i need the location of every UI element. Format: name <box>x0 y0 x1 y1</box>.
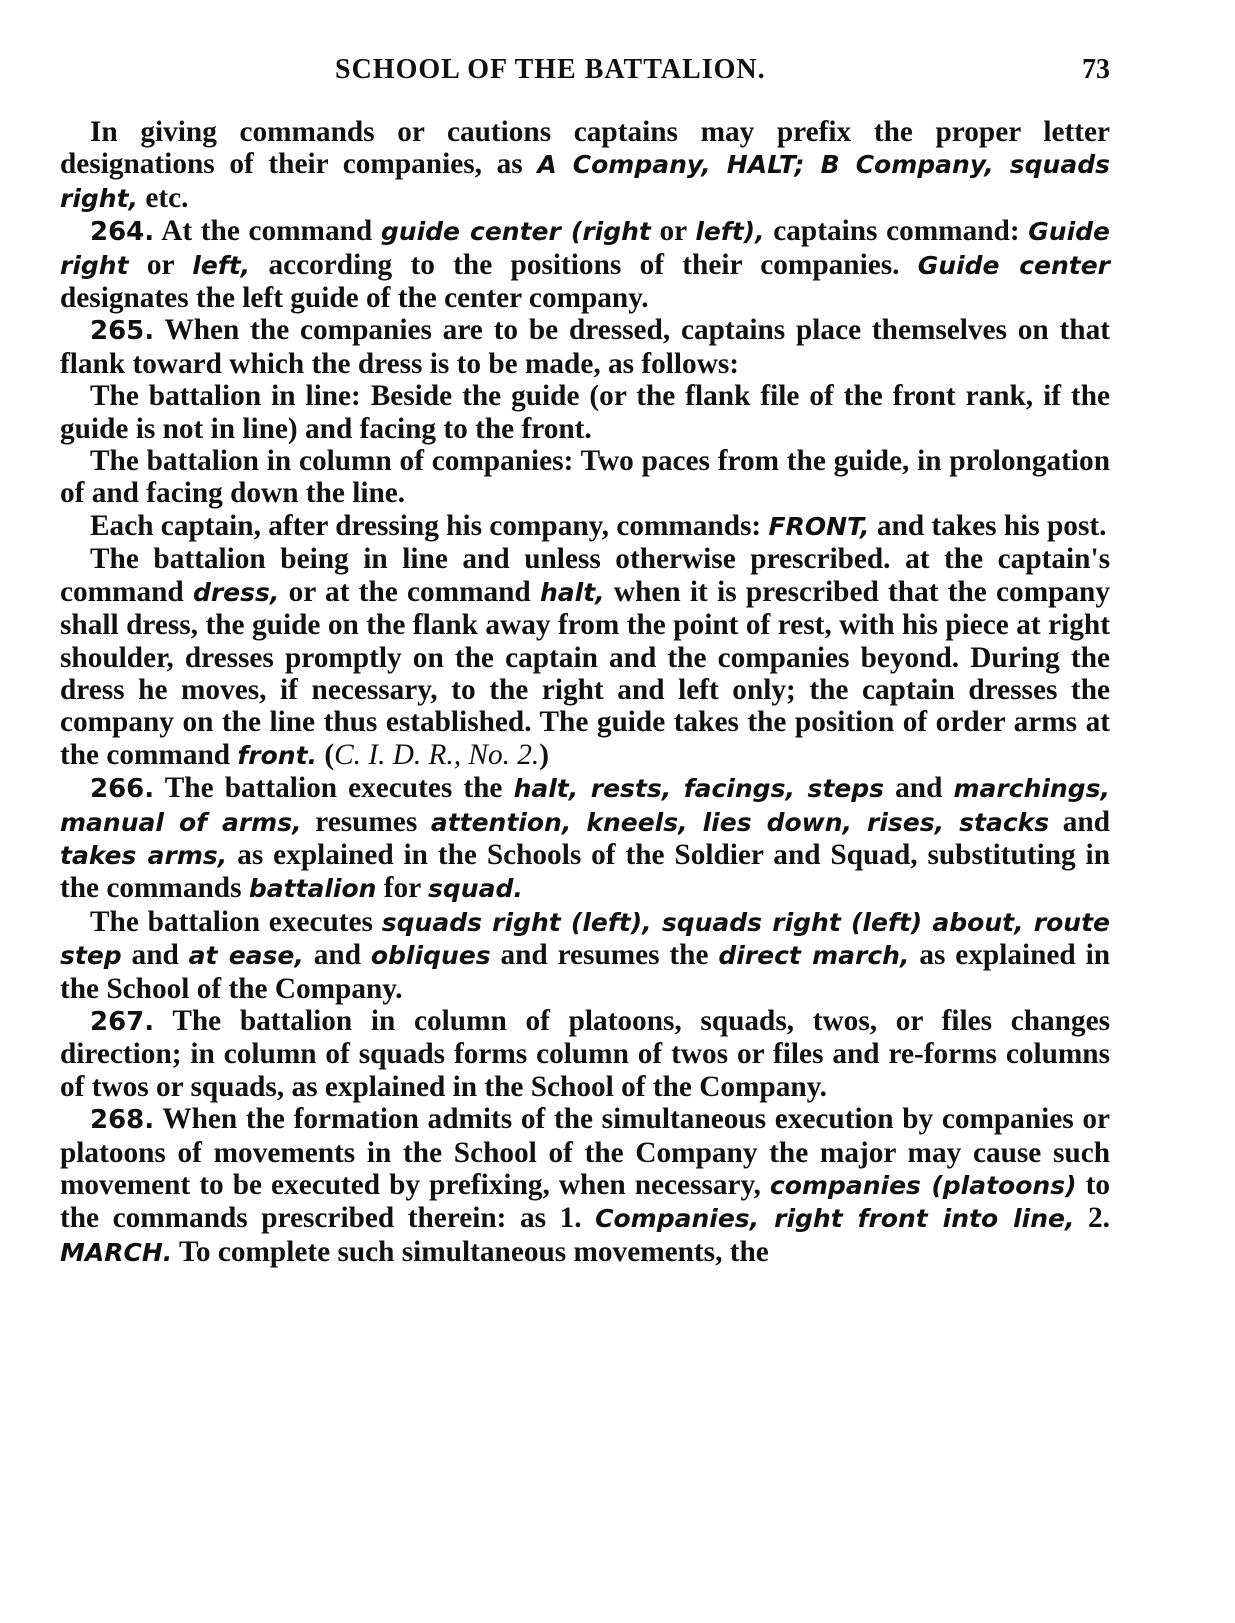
text-run: The battalion being in line and unless otherwise prescribed. at the captain's command <box>60 543 1110 608</box>
text-run: according to the positions of their companies. <box>250 248 918 281</box>
command-text: left), <box>695 217 765 247</box>
command-text: battalion <box>248 874 377 904</box>
text-run: or <box>650 215 696 248</box>
text-run: The battalion in column of companies: Two paces from the guide, in prolongation of and facing down the line. <box>60 445 1110 510</box>
command-text: halt, <box>539 577 605 607</box>
text-run: captains command: <box>764 215 1029 248</box>
command-text: dress, <box>192 577 280 607</box>
text-run: The battalion executes <box>90 905 382 938</box>
paragraph <box>60 380 1110 445</box>
text-run: for <box>376 872 428 905</box>
command-text: A Company, HALT; B Company, squads right, <box>60 150 1110 213</box>
command-text: companies (platoons) <box>769 1171 1077 1200</box>
paragraph <box>60 116 1110 215</box>
page-header <box>60 50 1110 92</box>
paragraph-number: 264. <box>90 217 155 248</box>
text-run: when it is prescribed that the company shall dress, the guide on the flank away from the point of rest, with his piece at right shoulder, dresses promptly on the captain and the companies beyond. During the dress he moves, if necessary, to the right and left only; the captain dresses the company on the line thus established. The guide takes the position of order arms at the command <box>60 575 1110 771</box>
text-run: and <box>303 939 371 972</box>
text-run: Each captain, after dressing his company, commands: <box>90 509 769 542</box>
text-run: resumes <box>301 805 431 838</box>
text-run: and resumes the <box>490 939 719 972</box>
command-text: marchings, manual of arms, <box>60 774 1111 837</box>
text-run: designates the left guide of the center company. <box>60 282 649 315</box>
paragraph-number: 268. <box>90 1105 155 1136</box>
command-text: halt, rests, facings, steps <box>513 774 885 804</box>
text-run: To complete such simultaneous movements, the <box>172 1235 769 1268</box>
text-run: and takes his post. <box>869 509 1107 542</box>
command-text: obliques <box>370 941 491 971</box>
text-run: 2. <box>1074 1202 1110 1235</box>
command-text: direct march, <box>718 941 910 971</box>
reference-text: C. I. D. R., No. 2. <box>334 738 540 771</box>
paragraph-265 <box>60 314 1110 380</box>
body-text <box>60 116 1110 1269</box>
text-run: At the command <box>154 215 381 248</box>
command-text: FRONT, <box>768 511 870 541</box>
text-run: as explained in the School of the Company. <box>60 939 1111 1005</box>
paragraph <box>60 543 1110 772</box>
text-run: as explained in the Schools of the Soldier and Squad, substituting in the commands <box>60 838 1110 905</box>
command-text: takes arms, <box>60 840 228 870</box>
command-text: attention, kneels, lies down, rises, stacks <box>430 807 1050 837</box>
paragraph <box>60 445 1110 510</box>
text-run: When the formation admits of the simultaneous execution by companies or platoons of movements in the School of the Company the major may cause such movement to be executed by prefixing, when necessary, <box>60 1103 1110 1201</box>
command-text: guide center (right <box>380 217 651 247</box>
text-run: etc. <box>138 181 189 214</box>
paragraph <box>60 906 1110 1005</box>
text-run: ) <box>539 738 549 771</box>
text-run: and <box>884 772 954 805</box>
text-run: The battalion executes the <box>154 772 514 805</box>
paragraph-number: 266. <box>90 774 155 805</box>
command-text: Companies, right front into line, <box>595 1204 1075 1234</box>
text-run: or <box>128 248 193 281</box>
text-run: When the companies are to be dressed, captains place themselves on that flank toward which the dress is to be made, as follows: <box>60 314 1110 380</box>
paragraph-number: 265. <box>90 316 155 347</box>
text-run: The battalion in column of platoons, squads, twos, or files changes direction; in column of squads forms column of twos or files and re-forms columns of twos or squads, as explained in the School of the Company. <box>60 1004 1110 1103</box>
command-text: Guide right <box>60 217 1110 280</box>
text-run: In giving commands or cautions captains may prefix the proper letter designations of their companies, as <box>60 116 1110 181</box>
command-text: Guide center <box>917 250 1111 280</box>
text-run: and <box>1049 805 1111 838</box>
paragraph-267 <box>60 1005 1110 1103</box>
text-run: or at the command <box>279 575 540 608</box>
paragraph-264 <box>60 215 1110 314</box>
paragraph <box>60 510 1110 543</box>
paragraph-268 <box>60 1103 1110 1269</box>
command-text: left, <box>192 250 251 280</box>
command-text: squad. <box>428 874 523 904</box>
text-run: to the commands prescribed therein: as 1. <box>60 1169 1110 1235</box>
text-run: The battalion in line: Beside the guide (or the flank file of the front rank, if the guide is not in line) and facing to the front. <box>60 380 1110 445</box>
command-text: MARCH. <box>60 1237 173 1267</box>
command-text: at ease, <box>188 941 304 971</box>
paragraph-number: 267. <box>90 1006 155 1037</box>
page-number: 73 <box>1082 54 1110 85</box>
command-text: front. <box>237 740 318 770</box>
command-text: squads right (left), squads right (left) about, route step <box>60 907 1110 971</box>
paragraph-266 <box>60 772 1110 906</box>
text-run: and <box>121 939 189 972</box>
running-head: SCHOOL OF THE BATTALION. <box>335 54 766 85</box>
text-run: ( <box>317 738 335 771</box>
